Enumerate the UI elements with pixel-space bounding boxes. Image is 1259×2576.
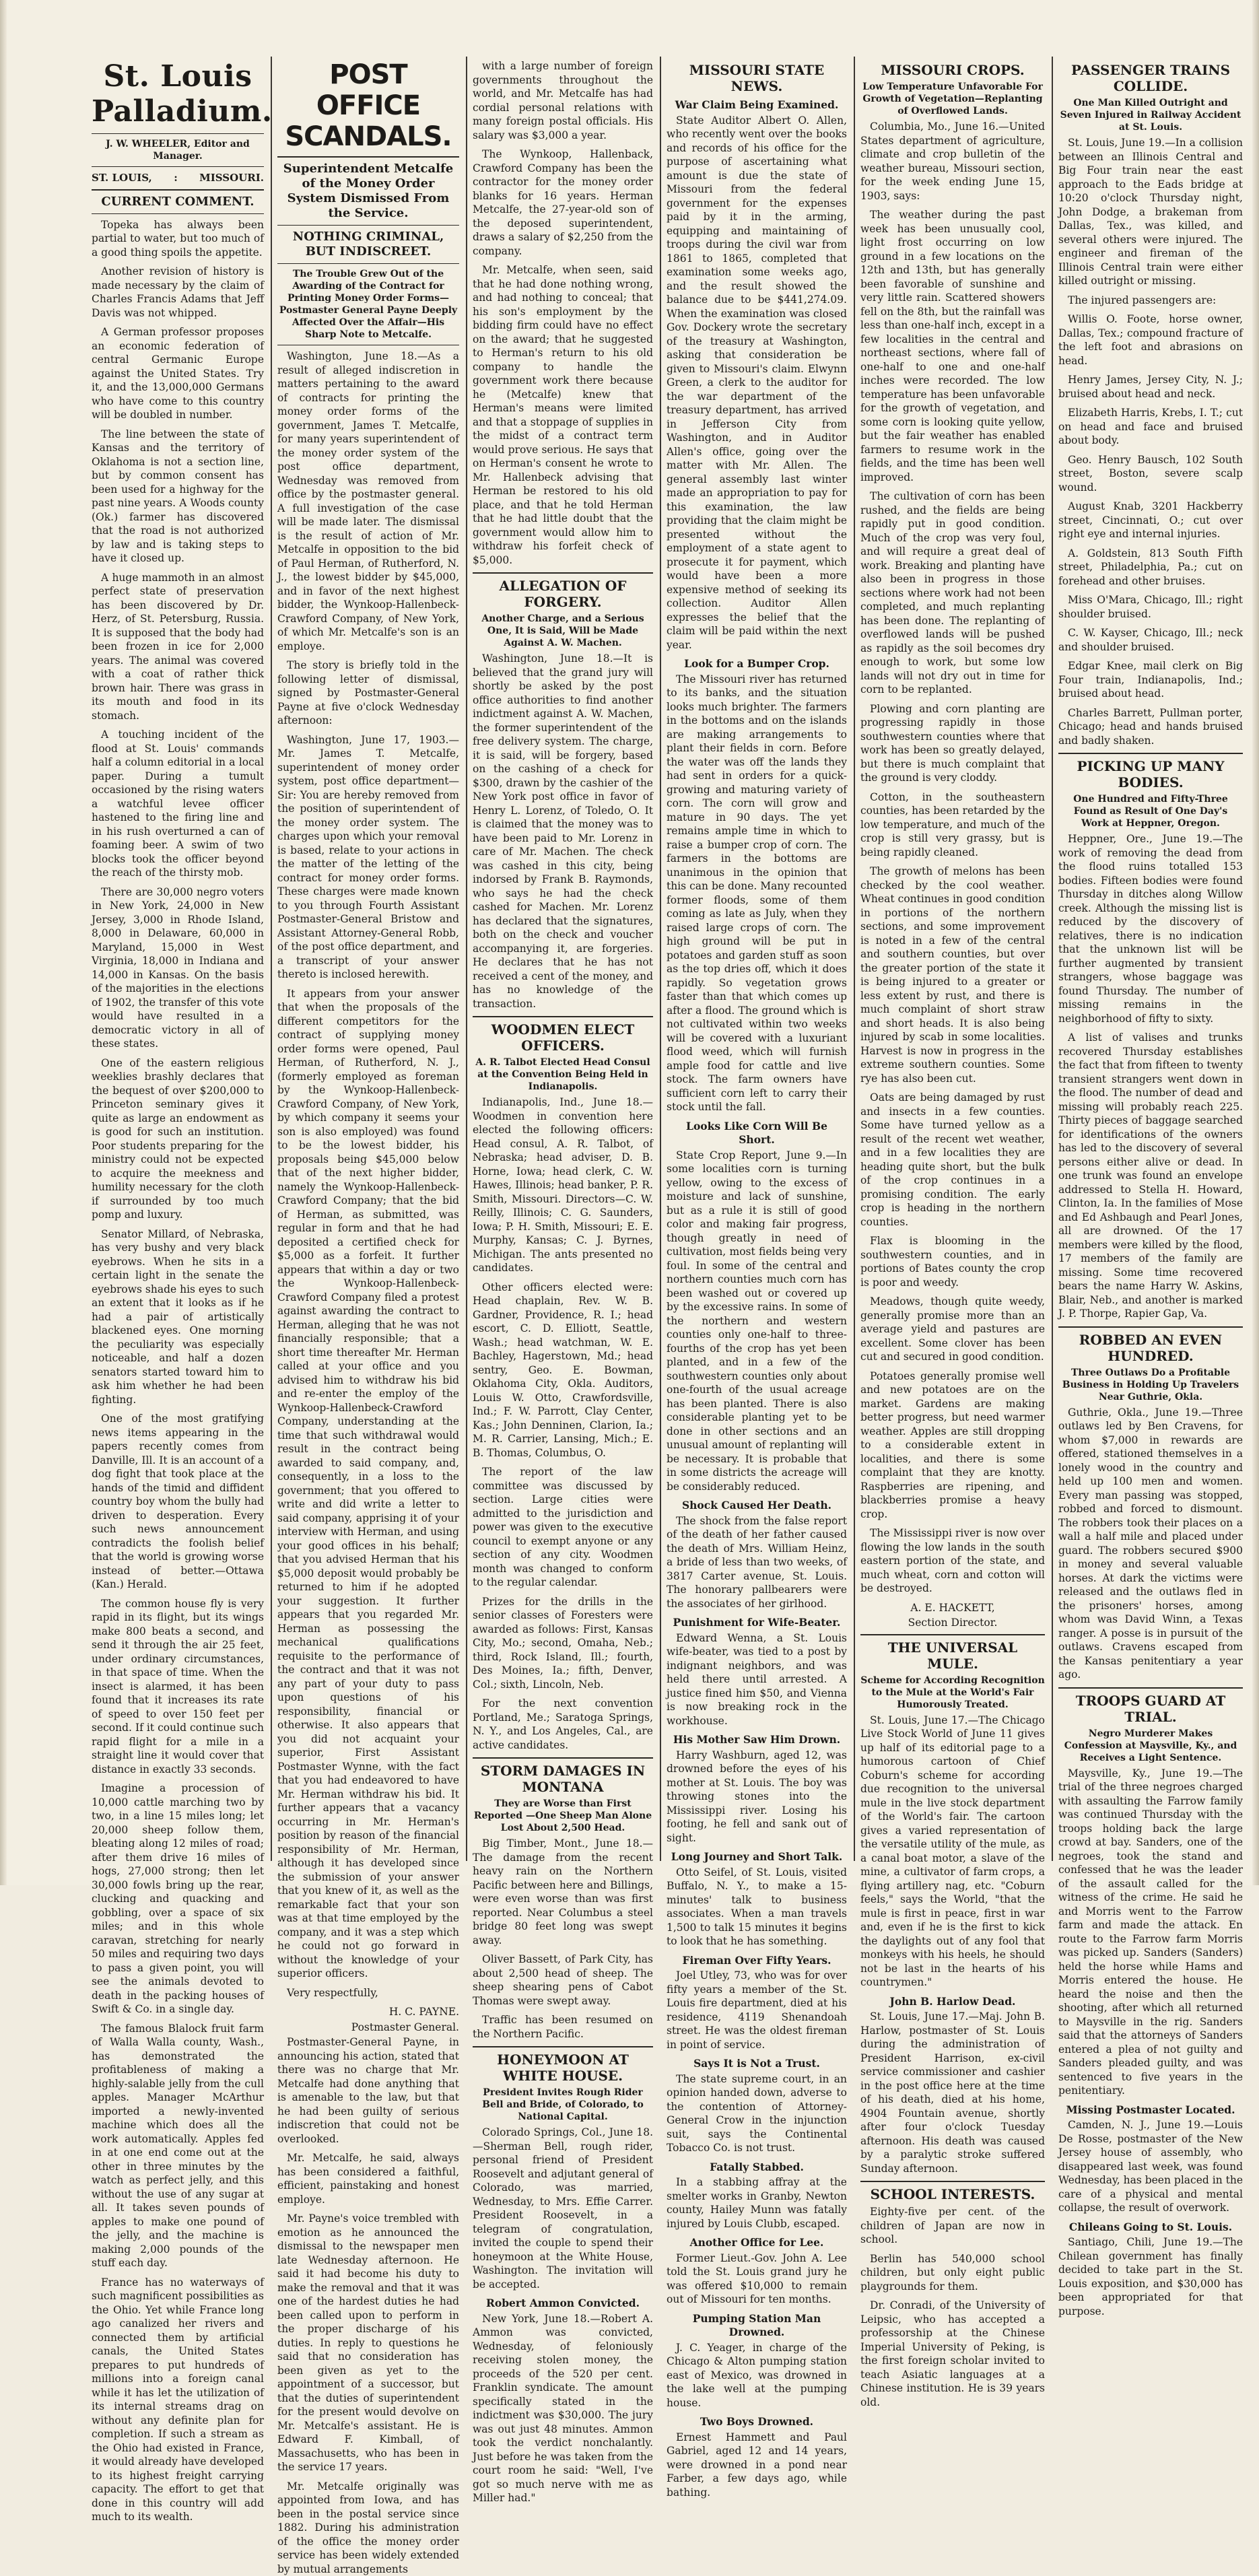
- subheading: His Mother Saw Him Drown.: [667, 1733, 847, 1747]
- headline: PASSENGER TRAINS COLLIDE.: [1058, 62, 1243, 94]
- subheading: War Claim Being Examined.: [667, 98, 847, 112]
- paragraph: One of the most gratifying news items appearing in the papers recently comes from Danville, Ill. It is an account of a dog fight that took place at the hands of the timid and diffident country boy whom the bully had driven to desperation. Every such news announcement contradicts the foolish belief that the world is growing worse instead of better.—Ottawa (Kan.) Herald.: [92, 1412, 264, 1592]
- paragraph: The story is briefly told in the following letter of dismissal, signed by Postmaster-General Payne at five o'clock Wednesday afternoon:: [277, 658, 459, 728]
- paragraph: Edgar Knee, mail clerk on Big Four train, Indianapolis, Ind.; bruised about head.: [1058, 659, 1243, 701]
- missouri-crops-heading: MISSOURI CROPS.: [860, 62, 1045, 78]
- paragraph: Joel Utley, 73, who was for over fifty years a member of the St. Louis fire department, died at his residence, 4119 Shenandoah street. He was the oldest fireman in point of service.: [667, 1969, 847, 2052]
- subheading: John B. Harlow Dead.: [860, 1995, 1045, 2009]
- paragraph: Maysville, Ky., June 19.—The trial of the three negroes charged with assaulting the Farrow family was continued Thursday with the troops holding back the large crowd at bay. Sanders, one of the negroes, took the stand and confessed that he was the leader of the assault called for the witness of the crime. He said he and Morris went to the Farrow farm and made the attack. En route to the Farrow farm Morris was picked up. Sanders (Sanders) held the horse while Hams and Morris entered the house. He heard the noise and then the shooting, after which all returned to Maysville in the rig. Sanders said that the attorneys of Sanders entered a plea of not guilty and Sanders pleaded guilty, and was sentenced to five years in the penitentiary.: [1058, 1767, 1243, 2098]
- paragraph: St. Louis, June 19.—In a collision between an Illinois Central and Big Four train near the east approach to the Eads bridge at 10:20 o'clock Thursday night, John Dodge, a brakeman from Dallas, Tex., was killed, and several others were injured. The engineer and fireman of the Illinois Central train were either killed outright or missing.: [1058, 136, 1243, 288]
- paragraph: The weather during the past week has been unusually cool, light frost occurring on low ground in a few locations on the 12th and 13th, but has generally been favorable of sunshine and very little rain. Scattered showers fell on the 8th, but the rainfall was less than one-half inch, except in a few localities in the central and northeast sections, where fall of one-half to one and one-half inches were recorded. The low temperature has been unfavorable for the growth of vegetation, and some corn is looking quite yellow, but the fair weather has enabled farmers to resume work in the fields, and the time has been well improved.: [860, 208, 1045, 484]
- paragraph: There are 30,000 negro voters in New York, 24,000 in New Jersey, 3,000 in Rhode Island, 8,000 in Delaware, 60,000 in Maryland, 15,000 in West Virginia, 18,000 in Indiana and 14,000 in Kansas. On the basis of the majorities in the elections of 1902, the transfer of this vote would have resulted in a democratic victory in all of these states.: [92, 885, 264, 1051]
- paragraph: Geo. Henry Bausch, 102 South street, Boston, severe scalp wound.: [1058, 453, 1243, 495]
- paragraph: Potatoes generally promise well and new potatoes are on the market. Gardens are making better progress, but need warmer weather. Apples are still dropping to a considerable extent in localities, and there is some complaint that they are knotty. Raspberries are ripening, and blackberries promise a heavy crop.: [860, 1369, 1045, 1522]
- paragraph: Camden, N. J., June 19.—Louis De Rosse, postmaster of the New Jersey house of assembly, who disappeared last week, was found Wednesday, has been placed in the care of a physical and mental collapse, the result of overwork.: [1058, 2118, 1243, 2215]
- paragraph: Flax is blooming in the southwestern counties, and in portions of Bates county the crop is poor and weedy.: [860, 1234, 1045, 1289]
- paragraph: The cultivation of corn has been rushed, and the fields are being rapidly put in good condition. Much of the crop was very foul, and will require a great deal of work. Breaking and planting have also been in progress in those sections where work had not been completed, and much replanting has been done. The replanting of overflowed lands will be pushed as rapidly as the soil becomes dry enough to work, but some low lands will not dry out in time for corn to be replanted.: [860, 489, 1045, 697]
- paragraph: Otto Seifel, of St. Louis, visited Buffalo, N. Y., to make a 15-minutes' talk to business associates. When a man travels 1,500 to talk 15 minutes it begins to look that he has something.: [667, 1866, 847, 1948]
- subheading: Shock Caused Her Death.: [667, 1499, 847, 1513]
- subheading: Looks Like Corn Will Be Short.: [667, 1120, 847, 1147]
- paragraph: Dr. Conradi, of the University of Leipsic, who has accepted a professorship at the Chinese Imperial University of Peking, is the first foreign scholar invited to teach Asiatic languages at a Chinese institution. He is 39 years old.: [860, 2299, 1045, 2409]
- dateline-sep: :: [174, 171, 178, 185]
- paragraph: A. Goldstein, 813 South Fifth street, Philadelphia, Pa.; cut on forehead and other bruises.: [1058, 547, 1243, 588]
- subheading: Pumping Station Man Drowned.: [667, 2312, 847, 2340]
- section-rule: [277, 263, 459, 264]
- current-comment-heading: CURRENT COMMENT.: [92, 195, 264, 209]
- paragraph: State Crop Report, June 9.—In some localities corn is turning yellow, owing to the excess of moisture and lack of sunshine, but as a rule it is still of good color and making fair progress, though greatly in need of cultivation, most fields being very foul. In some of the central and northern counties much corn has been washed out or covered up by the excessive rains. In some of the northern and western counties only one-half to three-fourths of the crop has yet been planted, and in a few of the southwestern counties only about one-fourth of the usual acreage has been planted. There is also considerable planting yet to be done in other sections and an unusual amount of replanting will be necessary. It is probable that in some districts the acreage will be considerably reduced.: [667, 1149, 847, 1494]
- paragraph: The state supreme court, in an opinion handed down, adverse to the contention of Attorney-General Crow in the injunction suit, says the Continental Tobacco Co. is not trust.: [667, 2072, 847, 2155]
- paragraph: St. Louis, June 17.—Maj. John B. Harlow, postmaster of St. Louis during the administration of President Harrison, ex-civil service commissioner and cashier in the post office here at the time of his death, died at his home, 4904 Fountain avenue, shortly after four o'clock Tuesday afternoon. His death was caused by a paralytic stroke suffered Sunday afternoon.: [860, 2010, 1045, 2175]
- article-deck: Scheme for According Recognition to the Mule at the World's Fair Humorously Treated.: [860, 1674, 1045, 1711]
- paragraph: Harry Washburn, aged 12, was drowned before the eyes of his mother at St. Louis. The boy was throwing stones into the Mississippi river. Losing his footing, he fell and sank out of sight.: [667, 1749, 847, 1845]
- paragraph: The Wynkoop, Hallenback, Crawford Company has been the contractor for the money order blanks for 16 years. Herman Metcalfe, the 27-year-old son of the deposed superintendent, draws a salary of $2,250 from the company.: [473, 147, 653, 258]
- article-deck: One Man Killed Outright and Seven Injured in Railway Accident at St. Louis.: [1058, 97, 1243, 133]
- article-deck: Low Temperature Unfavorable For Growth of Vegetation—Replanting of Overflowed Lands.: [860, 81, 1045, 117]
- column-4: [661, 59, 852, 1858]
- section-rule: [860, 1634, 1045, 1635]
- paragraph: with a large number of foreign governments throughout the world, and Mr. Metcalfe has had cordial personal relations with many foreign postal officials. His salary was $3,000 a year.: [473, 59, 653, 142]
- paragraph: The famous Blalock fruit farm of Walla Walla county, Wash., has demonstrated the profitableness of making a highly-salable jelly from the cull apples. Manager McArthur imported a newly-invented machine which does all the work automatically. Apples fed in at one end come out at the other in three minutes by the watch as perfect jelly, and this without the use of any sugar at all. It takes seven pounds of apples to make one pound of the jelly, and the machine is making 2,000 pounds of the stuff each day.: [92, 2022, 264, 2270]
- paragraph: Another revision of history is made necessary by the claim of Charles Francis Adams that Jeff Davis was not whipped.: [92, 265, 264, 320]
- section-rule: [1058, 1326, 1243, 1328]
- headline: STORM DAMAGES IN MONTANA: [473, 1763, 653, 1795]
- paragraph: In a stabbing affray at the smelter works in Granby, Newton county, Hailey Munn was fatally injured by Louis Clubb, escaped.: [667, 2175, 847, 2231]
- subheading: Look for a Bumper Crop.: [667, 657, 847, 671]
- paragraph: Prizes for the drills in the senior classes of Foresters were awarded as follows: First, Kansas City, Mo.; second, Omaha, Neb.; third, Rock Island, Ill.; fourth, Des Moines, Ia.; fifth, Denver, Col.; sixth, Lincoln, Neb.: [473, 1595, 653, 1692]
- paragraph: Oliver Bassett, of Park City, has about 2,500 head of sheep. The sheep shearing pens of Cabot Thomas were swept away.: [473, 1953, 653, 2008]
- paragraph: The Missouri river has returned to its banks, and the situation looks much brighter. The farmers in the bottoms and on the islands are making arrangements to plant their fields in corn. Before the water was off the lands they had sent in orders for a quick-growing and maturing variety of corn. The corn will grow and mature in 90 days. The yet remains ample time in which to raise a bumper crop of corn. The farmers in the bottoms are unanimous in the opinion that this can be done. Many recounted former floods, some of them coming as late as July, when they raised large crops of corn. The high ground will be put in potatoes and garden stuff as soon as the top dries off, which it does rapidly. So vegetation grows faster than that which comes up after a flood. The ground which is not cultivated within two weeks will be covered with a luxuriant flood weed, which will furnish ample food for cattle and live stock. The farm owners have sufficient corn left to carry their stock until the fall.: [667, 673, 847, 1114]
- article-deck: President Invites Rough Rider Bell and Bride, of Colorado, to National Capital.: [473, 2087, 653, 2123]
- article-deck: Superintendent Metcalfe of the Money Order System Dismissed From the Service.: [277, 162, 459, 221]
- subheading: Fireman Over Fifty Years.: [667, 1954, 847, 1968]
- signature: H. C. PAYNE.: [277, 2005, 459, 2019]
- article-deck: NOTHING CRIMINAL, BUT INDISCREET.: [277, 230, 459, 259]
- paragraph: Mr. Metcalfe, he said, always has been considered a faithful, efficient, painstaking and honest employe.: [277, 2151, 459, 2206]
- headline: WOODMEN ELECT OFFICERS.: [473, 1021, 653, 1054]
- paragraph: Plowing and corn planting are progressing rapidly in those southwestern counties where that work has been so greatly delayed, but there is much complaint that the ground is very cloddy.: [860, 702, 1045, 785]
- paragraph: The shock from the false report of the death of her father caused the death of Mrs. William Heinz, a bride of less than two weeks, of 3817 Carter avenue, St. Louis. The honorary pallbearers were the associates of her girlhood.: [667, 1514, 847, 1611]
- headline: ROBBED AN EVEN HUNDRED.: [1058, 1332, 1243, 1364]
- paragraph: Postmaster-General Payne, in announcing his action, stated that there was no charge that Mr. Metcalfe had done anything that is amenable to the law, but that he had been guilty of serious indiscretion that could not be overlooked.: [277, 2035, 459, 2146]
- paragraph: One of the eastern religious weeklies brashly declares that the bequest of over $200,000 to Princeton seminary gives it quite as large an endowment as is good for such an institution. Poor students preparing for the ministry could not be expected to acquire the meekness and humility necessary for the cloth if surrounded by too much pomp and luxury.: [92, 1056, 264, 1222]
- article-deck: They are Worse than First Reported —One Sheep Man Alone Lost About 2,500 Head.: [473, 1798, 653, 1834]
- subheading: Chileans Going to St. Louis.: [1058, 2221, 1243, 2235]
- article-deck: A. R. Talbot Elected Head Consul at the Convention Being Held in Indianapolis.: [473, 1056, 653, 1093]
- masthead-title: St. Louis Palladium.: [92, 59, 264, 129]
- paragraph: Imagine a procession of 10,000 cattle marching two by two, in a line 15 miles long; let 20,000 sheep follow them, bleating along 12 miles of road; after them drive 16 miles of hogs, 27,000 strong; then let 30,000 fowls bring up the rear, clucking and quacking and gobbling, over a space of six miles; and in this whole caravan, stretching for nearly 50 miles and requiring two days to pass a given point, you will see the animals devoted to death in the packing houses of Swift & Co. in a single day.: [92, 1782, 264, 2016]
- dateline-state: MISSOURI.: [199, 171, 264, 185]
- article-deck: One Hundred and Fifty-Three Found as Result of One Day's Work at Heppner, Oregon.: [1058, 793, 1243, 829]
- paragraph: Washington, June 18.—It is believed that the grand jury will shortly be asked by the post office authorities to find another indictment against A. W. Machen, the former superintendent of the free delivery system. The charge, it is said, will be forgery, based on the cashing of a check for $300, drawn by the cashier of the New York post office in favor of Henry L. Lorenz, of Toledo, O. It is claimed that the money was to have been paid to Mr. Lorenz in care of Mr. Machen. The check was cashed in this city, being indorsed by Frank B. Raymonds, who says he had the check cashed for Machen. Mr. Lorenz has declared that the signatures, both on the check and voucher accompanying it, are forgeries. He declares that he has not received a cent of the money, and has no knowledge of the transaction.: [473, 652, 653, 1011]
- masthead-dateline: [92, 171, 264, 185]
- paragraph: Santiago, Chili, June 19.—The Chilean government has finally decided to take part in the St. Louis exposition, and $30,000 has been appropriated for that purpose.: [1058, 2235, 1243, 2318]
- subheading: Fatally Stabbed.: [667, 2161, 847, 2175]
- paragraph: Miss O'Mara, Chicago, Ill.; right shoulder bruised.: [1058, 593, 1243, 621]
- paragraph: Ernest Hammett and Paul Gabriel, aged 12 and 14 years, were drowned in a pond near Farber, a few days ago, while bathing.: [667, 2431, 847, 2500]
- paragraph: Edward Wenna, a St. Louis wife-beater, was tied to a post by indignant neighbors, and was held there until arrested. A justice fined him $50, and Vienna is now breaking rock in the workhouse.: [667, 1631, 847, 1728]
- paragraph: Elizabeth Harris, Krebs, I. T.; cut on head and face and bruised about body.: [1058, 406, 1243, 448]
- paragraph: It appears from your answer that when the proposals of the different competitors for the contract of supplying money order forms were opened, Paul Herman, of Rutherford, N. J., (formerly employed as foreman by the Wynkoop-Hallenbeck-Crawford Company, of New York, by which company it seems your son is also employed) was found to be the lowest bidder, his proposals being $45,000 below that of the next higher bidder, namely the Wynkoop-Hallenbeck-Crawford Company; that the bid of Herman, as submitted, was regular in form and that he had deposited a certified check for $5,000 as a forfeit. It further appears that within a day or two the Wynkoop-Hallenbeck-Crawford Company filed a protest against awarding the contract to Herman, alleging that he was not financially responsible; that a short time thereafter Mr. Herman called at your office and you advised him to withdraw his bid and re-enter the employ of the Wynkoop-Hallenbeck-Crawford Company, understanding at the time that such withdrawal would result in the contract being awarded to said company, and, consequently, in a loss to the government; that you offered to write and did write a letter to said company, apprising it of your interview with Herman, and using your good offices in his behalf; that you advised Herman that his $5,000 deposit would probably be returned to him if he adopted your suggestion. It further appears that you regarded Mr. Herman as possessing the mechanical qualifications requisite to the performance of the contract and that it was not any part of your duty to pass upon questions of his responsibility, financial or otherwise. It also appears that you did not acquaint your superior, First Assistant Postmaster Wynne, with the fact that you had endeavored to have Mr. Herman withdraw his bid. It further appears that a vacancy occurring in Mr. Herman's position by reason of the financial responsibility of Mr. Herman, although it has developed since the submission of your answer that you knew of it, as well as the remarkable fact that your son was at that time employed by the company, and it was a step which he could not go forward in without the knowledge of your superior officers.: [277, 987, 459, 1981]
- article-deck: Three Outlaws Do a Profitable Business in Holding Up Travelers Near Guthrie, Okla.: [1058, 1367, 1243, 1403]
- paragraph: For the next convention Portland, Me.; Saratoga Springs, N. Y., and Los Angeles, Cal., are active candidates.: [473, 1697, 653, 1752]
- paragraph: Guthrie, Okla., June 19.—Three outlaws led by Ben Cravens, for whom $7,000 in rewards are offered, stationed themselves in a lonely wood in the country and held up 100 men and women. Every man passing was stopped, robbed and forced to dismount. The robbers took their places on a wall a half mile and placed under guard. The robbers secured $900 in money and several valuable horses. At dark the victims were released and the outlaws fled in the prisoners' horses, among whom was David Winn, a Texas ranger. A posse is in pursuit of the outlaws. Cravens escaped from the Kansas penitentiary a year ago.: [1058, 1406, 1243, 1682]
- post-office-scandals-headline: POST OFFICE SCANDALS.: [277, 59, 459, 152]
- paragraph: J. C. Yeager, in charge of the Chicago & Alton pumping station east of Mexico, was drowned in the lake well at the pumping house.: [667, 2341, 847, 2410]
- paragraph: Berlin has 540,000 school children, but only eight public playgrounds for them.: [860, 2252, 1045, 2294]
- dateline-city: ST. LOUIS,: [92, 171, 152, 185]
- paragraph: Very respectfully,: [277, 1986, 459, 2000]
- section-rule: [473, 1757, 653, 1759]
- headline: TROOPS GUARD AT TRIAL.: [1058, 1693, 1243, 1725]
- headline: SCHOOL INTERESTS.: [860, 2186, 1045, 2202]
- paragraph: August Knab, 3201 Hackberry street, Cincinnati, O.; cut over right eye and internal injuries.: [1058, 500, 1243, 541]
- page-edge-right: [1252, 0, 1259, 1885]
- paragraph: Cotton, in the southeastern counties, has been retarded by the low temperature, and much of the crop is still very grassy, but is being rapidly cleaned.: [860, 790, 1045, 860]
- section-rule: [277, 225, 459, 226]
- column-5: [855, 59, 1050, 1858]
- paragraph: St. Louis, June 17.—The Chicago Live Stock World of June 11 gives up half of its editorial page to a humorous cartoon of Chief Coburn's scheme for according due recognition to the universal mule in the live stock department of the World's fair. The cartoon gives a varied representation of the versatile utility of the mule, as a canal boat motor, a slave of the mine, a cultivator of farm crops, a flying artillery nag, etc. "Coburn feels," says the World, "that the mule is first in peace, first in war and, even if he is the first to kick the daylights out of any fool that monkeys with his heels, he should not be last in the hearts of his countrymen.": [860, 1714, 1045, 1990]
- paragraph: Oats are being damaged by rust and insects in a few counties. Some have turned yellow as a result of the recent wet weather, and in a few localities they are heading quite short, but the bulk of the crop continues in a promising condition. The early crop is heading in the northern counties.: [860, 1091, 1045, 1229]
- subheading: Robert Ammon Convicted.: [473, 2297, 653, 2311]
- missouri-state-news-heading: MISSOURI STATE NEWS.: [667, 62, 847, 94]
- page-edge-left: [0, 0, 7, 1885]
- paragraph: Former Lieut.-Gov. John A. Lee told the St. Louis grand jury he was offered $10,000 to remain out of Missouri for ten months.: [667, 2251, 847, 2307]
- article-deck: Negro Murderer Makes Confession at Maysville, Ky., and Receives a Light Sentence.: [1058, 1728, 1243, 1764]
- section-rule: [860, 2181, 1045, 2182]
- subheading: Another Office for Lee.: [667, 2236, 847, 2250]
- section-rule: [277, 156, 459, 158]
- headline: ALLEGATION OF FORGERY.: [473, 578, 653, 610]
- paragraph: A German professor proposes an economic federation of central Germanic Europe against the United States. Try it, and the 13,000,000 Germans who have come to this country will be doubled in number.: [92, 325, 264, 422]
- article-deck: The Trouble Grew Out of the Awarding of the Contract for Printing Money Order Forms—Postmaster General Payne Deeply Affected Over the Affair—His Sharp Note to Metcalfe.: [277, 268, 459, 341]
- subheading: Two Boys Drowned.: [667, 2415, 847, 2429]
- paragraph: New York, June 18.—Robert A. Ammon was convicted, Wednesday, of feloniously receiving stolen money, the proceeds of the 520 per cent. Franklin syndicate. The amount specifically stated in the indictment was $30,000. The jury was out just 48 minutes. Ammon took the verdict nonchalantly. Just before he was taken from the court room he said: "Well, I've got so much nerve with me as Miller had.": [473, 2312, 653, 2505]
- paragraph: C. W. Kayser, Chicago, Ill.; neck and shoulder bruised.: [1058, 626, 1243, 654]
- signature: A. E. HACKETT,: [860, 1601, 1045, 1615]
- paragraph: A list of valises and trunks recovered Thursday establishes the fact that from fifteen to twenty transient strangers went down in the flood. The number of dead and missing will probably reach 225. Thirty pieces of baggage searched for identifications of the owners has led to the discovery of several persons either alive or dead. In one trunk was found an envelope addressed to Stella H. Howard, Clinton, Ia. In the families of Mose and Ed Ashbaugh and Pearl Jones, all are drowned. Of the 17 members were killed by the flood, 17 members of the family are missing. Some time recovered bears the name Harry W. Askins, Blair, Neb., and another is marked J. P. Thorpe, Rapier Gap, Va.: [1058, 1031, 1243, 1321]
- subheading: Missing Postmaster Located.: [1058, 2103, 1243, 2117]
- paragraph: The injured passengers are:: [1058, 294, 1243, 308]
- paragraph: The Mississippi river is now over flowing the low lands in the south eastern portion of the state, and much wheat, corn and cotton will be destroyed.: [860, 1526, 1045, 1596]
- paragraph: The line between the state of Kansas and the territory of Oklahoma is not a section line, but by common consent has been used for a highway for the past nine years. A Woods county (Ok.) farmer has discovered that the road is not authorized by law and is taking steps to have it closed up.: [92, 428, 264, 566]
- article-deck: Another Charge, and a Serious One, It is Said, Will be Made Against A. W. Machen.: [473, 613, 653, 649]
- paragraph: Willis O. Foote, horse owner, Dallas, Tex.; compound fracture of the left foot and abrasions on head.: [1058, 312, 1243, 368]
- paragraph: Heppner, Ore., June 19.—The work of removing the dead from the flood ruins totalled 153 bodies. Fifteen bodies were found Thursday in ditches along Willow creek. Although the missing list is reduced by the discovery of relatives, there is no indication that the unknown list will be further augmented by transient strangers, whose baggage was found Thursday. The number of missing remains in the neighborhood of fifty to sixty.: [1058, 832, 1243, 1025]
- masthead-rule: [92, 133, 264, 134]
- paragraph: Senator Millard, of Nebraska, has very bushy and very black eyebrows. When he sits in a certain light in the senate the eyebrows shade his eyes to such an extent that it looks as if he had a pair of artistically blackened eyes. One morning the peculiarity was especially noticeable, and half a dozen senators started toward him to ask him whether he had been fighting.: [92, 1227, 264, 1407]
- section-rule: [1058, 753, 1243, 754]
- paragraph: Mr. Payne's voice trembled with emotion as he announced the dismissal to the newspaper men late Wednesday afternoon. He said it had become his duty to make the removal and that it was one of the hardest duties he had been called upon to perform in the proper discharge of his duties. In reply to questions he said that no consideration has been given as yet to the appointment of a successor, but that the duties of superintendent for the present would devolve on Mr. Metcalfe's assistant. He is Edward F. Kimball, of Massachusetts, who has been in the service 17 years.: [277, 2212, 459, 2474]
- section-rule: [473, 572, 653, 574]
- paragraph: Washington, June 18.—As a result of alleged indiscretion in matters pertaining to the award of contracts for printing the money order forms of the government, James T. Metcalfe, for many years superintendent of the money order system of the post office department, Wednesday was removed from office by the postmaster general. A full investigation of the case will be made later. The dismissal is the result of action of Mr. Metcalfe in opposition to the bid of Paul Herman, of Rutherford, N. J., the lowest bidder by $45,000, and in favor of the next highest bidder, the Wynkoop-Hallenbeck-Crawford Company, of New York, of which Mr. Metcalfe's son is an employe.: [277, 349, 459, 653]
- paragraph: France has no waterways of such magnificent possibilities as the Ohio. Yet while France long ago canalized her rivers and connected them by artificial canals, the United States prepares to put hundreds of millions into a foreign canal while it has let the utilization of its internal streams drag on without any definite plan for completion. If such a stream as the Ohio had existed in France, it would already have developed to its highest freight carrying capacity. The effort to get that done in this country will add much to its wealth.: [92, 2276, 264, 2524]
- section-rule: [473, 1016, 653, 1017]
- section-rule: [473, 2046, 653, 2047]
- paragraph: Eighty-five per cent. of the children of Japan are now in school.: [860, 2205, 1045, 2247]
- paragraph: The growth of melons has been checked by the cool weather. Wheat continues in good condition in portions of the northern sections, and some improvement is noted in a few of the central and southern counties, but over the greater portion of the state it is being injured to a greater or less extent by rust, and there is much complaint of short straw and short heads. It is also being injured by scab in some localities. Harvest is now in progress in the extreme southern counties. Some rye has also been cut.: [860, 865, 1045, 1085]
- masthead-rule: [92, 166, 264, 167]
- paragraph: Washington, June 17, 1903.—Mr. James T. Metcalfe, superintendent of money order system, post office department—Sir: You are hereby removed from the position of superintendent of the money order system. The charges upon which your removal is based, relate to your actions in the matter of the letting of the contract for money order forms. These charges were made known to you through Fourth Assistant Postmaster-General Bristow and Assistant Attorney-General Robb, of the post office department, and a transcript of your answer thereto is inclosed herewith.: [277, 733, 459, 982]
- headline: PICKING UP MANY BODIES.: [1058, 758, 1243, 790]
- paragraph: A huge mammoth in an almost perfect state of preservation has been discovered by Dr. Herz, of St. Petersburg, Russia. It is supposed that the body had been frozen in ice for 2,000 years. The animal was covered with a coat of rather thick brown hair. There was grass in its mouth and food in its stomach.: [92, 571, 264, 723]
- signature-title: Section Director.: [860, 1616, 1045, 1630]
- paragraph: State Auditor Albert O. Allen, who recently went over the books and records of his office for the purpose of ascertaining what amount is due the state of Missouri from the federal government for the expenses paid by it in the arming, equipping and maintaining of troops during the civil war from 1861 to 1865, completed that examination some weeks ago, and the result showed the balance due to be $441,274.09. When the examination was closed Gov. Dockery wrote the secretary of the treasury at Washington, asking that consideration be given to Missouri's claim. Elwynn Green, a clerk to the auditor for the war department of the treasury department, has arrived in Jefferson City from Washington, and in Auditor Allen's office, going over the matter with Mr. Allen. The general assembly last winter made an appropriation to pay for this examination, the law providing that the claim might be presented without the employment of a state agent to prosecute it for payment, which would have been a more expensive method of seeking its collection. Auditor Allen expresses the belief that the claim will be paid within the next year.: [667, 114, 847, 652]
- masthead-rule: [92, 189, 264, 191]
- paragraph: Big Timber, Mont., June 18.—The damage from the recent heavy rain on the Northern Pacific between here and Billings, were even worse than was first reported. Near Columbus a steel bridge 80 feet long was swept away.: [473, 1837, 653, 1947]
- paragraph: The report of the law committee was discussed by section. Large cities were admitted to the jurisdiction and power was given to the executive council to exempt anyone or any section of any city. Woodmen month was changed to conform to the regular calendar.: [473, 1465, 653, 1590]
- section-rule: [92, 213, 264, 214]
- subheading: Long Journey and Short Talk.: [667, 1850, 847, 1864]
- subheading: Says It is Not a Trust.: [667, 2057, 847, 2071]
- paragraph: Mr. Metcalfe originally was appointed from Iowa, and has been in the postal service since 1882. During his administration of the office the money order service has been widely extended by mutual arrangements: [277, 2480, 459, 2576]
- subheading: Punishment for Wife-Beater.: [667, 1616, 847, 1630]
- paragraph: Meadows, though quite weedy, generally promise more than an average yield and pastures are excellent. Some clover has been cut and secured in good condition.: [860, 1295, 1045, 1364]
- paragraph: Mr. Metcalfe, when seen, said that he had done nothing wrong, and had nothing to conceal; that his son's employment by the bidding firm could have no effect on the award; that he suggested to Herman's return to his old company to handle the government work there because he (Metcalfe) knew that Herman's means were limited and that a stoppage of supplies in the midst of a contract term would prove serious. He says that on Herman's consent he wrote to Mr. Hallenbeck advising that Herman be restored to his old place, and that he told Herman that he had little doubt that the government would allow him to withdraw his forfeit check of $5,000.: [473, 263, 653, 567]
- paragraph: A touching incident of the flood at St. Louis' commands half a column editorial in a local paper. During a tumult occasioned by the rising waters a watchful levee officer hastened to the firing line and in his rush overturned a can of foaming beer. A swim of two blocks took the officer beyond the reach of the thirsty mob.: [92, 728, 264, 880]
- paragraph: The common house fly is very rapid in its flight, but its wings make 800 beats a second, and send it through the air 25 feet, under ordinary circumstances, in that space of time. When the insect is alarmed, it has been found that it increases its rate of speed to over 150 feet per second. If it could continue such rapid flight for a mile in a straight line it would cover that distance in exactly 33 seconds.: [92, 1597, 264, 1777]
- signature-title: Postmaster General.: [277, 2021, 459, 2035]
- column-6: [1053, 59, 1248, 1858]
- paragraph: Topeka has always been partial to water, but too much of a good thing spoils the appetite.: [92, 218, 264, 260]
- column-1: [86, 59, 269, 1858]
- paragraph: Indianapolis, Ind., June 18.—Woodmen in convention here elected the following officers: Head consul, A. R. Talbot, of Nebraska; head adviser, D. B. Horne, Iowa; head clerk, C. W. Hawes, Illinois; head banker, P. R. Smith, Missouri. Directors—C. W. Reilly, Illinois; C. G. Saunders, Iowa; P. H. Smith, Missouri; E. E. Murphy, Kansas; C. J. Byrnes, Michigan. The ants presented no candidates.: [473, 1095, 653, 1275]
- headline: HONEYMOON AT WHITE HOUSE.: [473, 2052, 653, 2084]
- paragraph: Charles Barrett, Pullman porter, Chicago; head and hands bruised and badly shaken.: [1058, 706, 1243, 748]
- headline: THE UNIVERSAL MULE.: [860, 1639, 1045, 1672]
- column-2: [272, 59, 465, 1858]
- paragraph: Traffic has been resumed on the Northern Pacific.: [473, 2013, 653, 2041]
- column-3: [467, 59, 658, 1858]
- section-rule: [1058, 1687, 1243, 1689]
- masthead-staff: J. W. WHEELER, Editor and Manager.: [92, 138, 264, 162]
- paragraph: Henry James, Jersey City, N. J.; bruised about head and neck.: [1058, 373, 1243, 401]
- col1-paragraphs: [92, 218, 264, 2524]
- paragraph: Colorado Springs, Col., June 18.—Sherman Bell, rough rider, personal friend of President Roosevelt and adjutant general of Colorado, was married, Wednesday, to Mrs. Effie Carrer. President Roosevelt, in a telegram of congratulation, invited the couple to spend their honeymoon at the White House, Washington. The invitation will be accepted.: [473, 2126, 653, 2291]
- paragraph: Other officers elected were: Head chaplain, Rev. W. B. Gardner, Providence, R. I.; head escort, C. D. Elliott, Seattle, Wash.; head watchman, W. E. Bachley, Hagerstown, Md.; head sentry, Geo. E. Bowman, Oklahoma City, Okla. Auditors, Louis W. Otto, Crawfordsville, Ind.; F. W. Parrott, Clay Center, Kas.; John Denninen, Clarion, Ia.; M. R. Carrier, Lansing, Mich.; E. B. Thomas, Columbus, O.: [473, 1281, 653, 1460]
- paragraph: Columbia, Mo., June 16.—United States department of agriculture, climate and crop bulletin of the weather bureau, Missouri section, for the week ending June 15, 1903, says:: [860, 120, 1045, 203]
